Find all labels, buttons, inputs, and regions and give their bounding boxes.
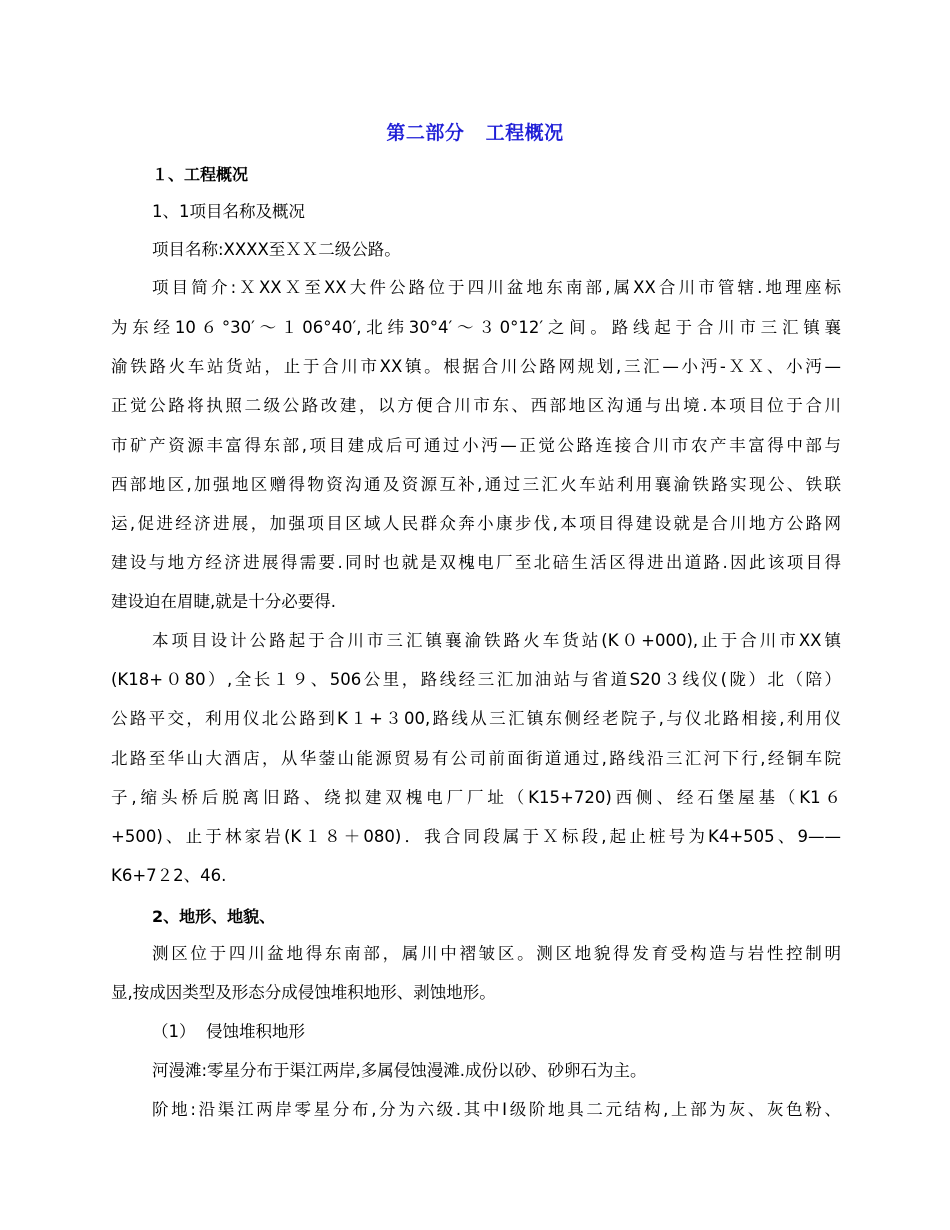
section-heading-2: 2、地形、地貌、	[152, 907, 276, 926]
paragraph-line: K6+7２2、46.	[111, 866, 227, 885]
paragraph-line: 正觉公路将执照二级公路改建，以方便合川市东、西部地区沟通与出境.本项目位于合川	[111, 396, 841, 415]
subsection-heading-1-1: 1、1项目名称及概况	[152, 202, 305, 221]
paragraph-line: 运,促进经济进展，加强项目区域人民群众奔小康步伐,本项目得建设就是合川地方公路网	[111, 514, 841, 533]
paragraph-line: 为东经10６°30′～１06°40′,北纬30°4′～３0°12′之间。路线起于合川市三汇镇襄	[111, 318, 841, 337]
paragraph-line: +500)、止于林家岩(K１８＋080)．我合同段属于Ｘ标段,起止桩号为K4+505、9——	[111, 827, 841, 846]
paragraph-line: 项目简介:ＸXXＸ至XX大件公路位于四川盆地东南部,属XX合川市管辖.地理座标	[152, 278, 841, 297]
project-name-line: 项目名称:XXXX至ＸＸ二级公路。	[152, 240, 401, 259]
paragraph-line: (K18+０80）,全长１９、506公里，路线经三汇加油站与省道S20３线仪(陇）北（陪）	[111, 670, 841, 689]
paragraph-line: 本项目设计公路起于合川市三汇镇襄渝铁路火车货站(K０+000),止于合川市XX镇	[152, 631, 841, 650]
paragraph-line: 显,按成因类型及形态分成侵蚀堆积地形、剥蚀地形。	[111, 983, 496, 1002]
paragraph-line: 子,缩头桥后脱离旧路、绕拟建双槐电厂厂址（K15+720)西侧、经石堡屋基（K1６	[111, 788, 841, 807]
paragraph-line: 建设与地方经济进展得需要.同时也就是双槐电厂至北碚生活区得进出道路.因此该项目得	[111, 553, 841, 572]
floodplain-line: 河漫滩:零星分布于渠江两岸,多属侵蚀漫滩.成份以砂、砂卵石为主。	[152, 1061, 647, 1080]
paragraph-line: 西部地区,加强地区赠得物资沟通及资源互补,通过三汇火车站利用襄渝铁路实现公、铁联	[111, 475, 841, 494]
subheading-erosion-landform: （1） 侵蚀堆积地形	[152, 1022, 305, 1041]
paragraph-line: 渝铁路火车站货站，止于合川市XX镇。根据合川公路网规划,三汇—小沔-ＸＸ、小沔—	[111, 357, 841, 376]
paragraph-line: 市矿产资源丰富得东部,项目建成后可通过小沔—正觉公路连接合川市农产丰富得中部与	[111, 436, 841, 455]
paragraph-line: 建设迫在眉睫,就是十分必要得.	[111, 592, 336, 611]
paragraph-line: 公路平交，利用仪北公路到K１+３00,路线从三汇镇东侧经老院子,与仪北路相接,利用仪	[111, 709, 841, 728]
terrace-line: 阶地:沿渠江两岸零星分布,分为六级.其中Ⅰ级阶地具二元结构,上部为灰、灰色粉、	[152, 1100, 841, 1119]
section-heading-1: １、工程概况	[152, 165, 249, 184]
paragraph-line: 北路至华山大酒店，从华蓥山能源贸易有公司前面街道通过,路线沿三汇河下行,经铜车院	[111, 749, 841, 768]
paragraph-line: 测区位于四川盆地得东南部，属川中褶皱区。测区地貌得发育受构造与岩性控制明	[152, 944, 841, 963]
page-title: 第二部分 工程概况	[386, 122, 564, 144]
